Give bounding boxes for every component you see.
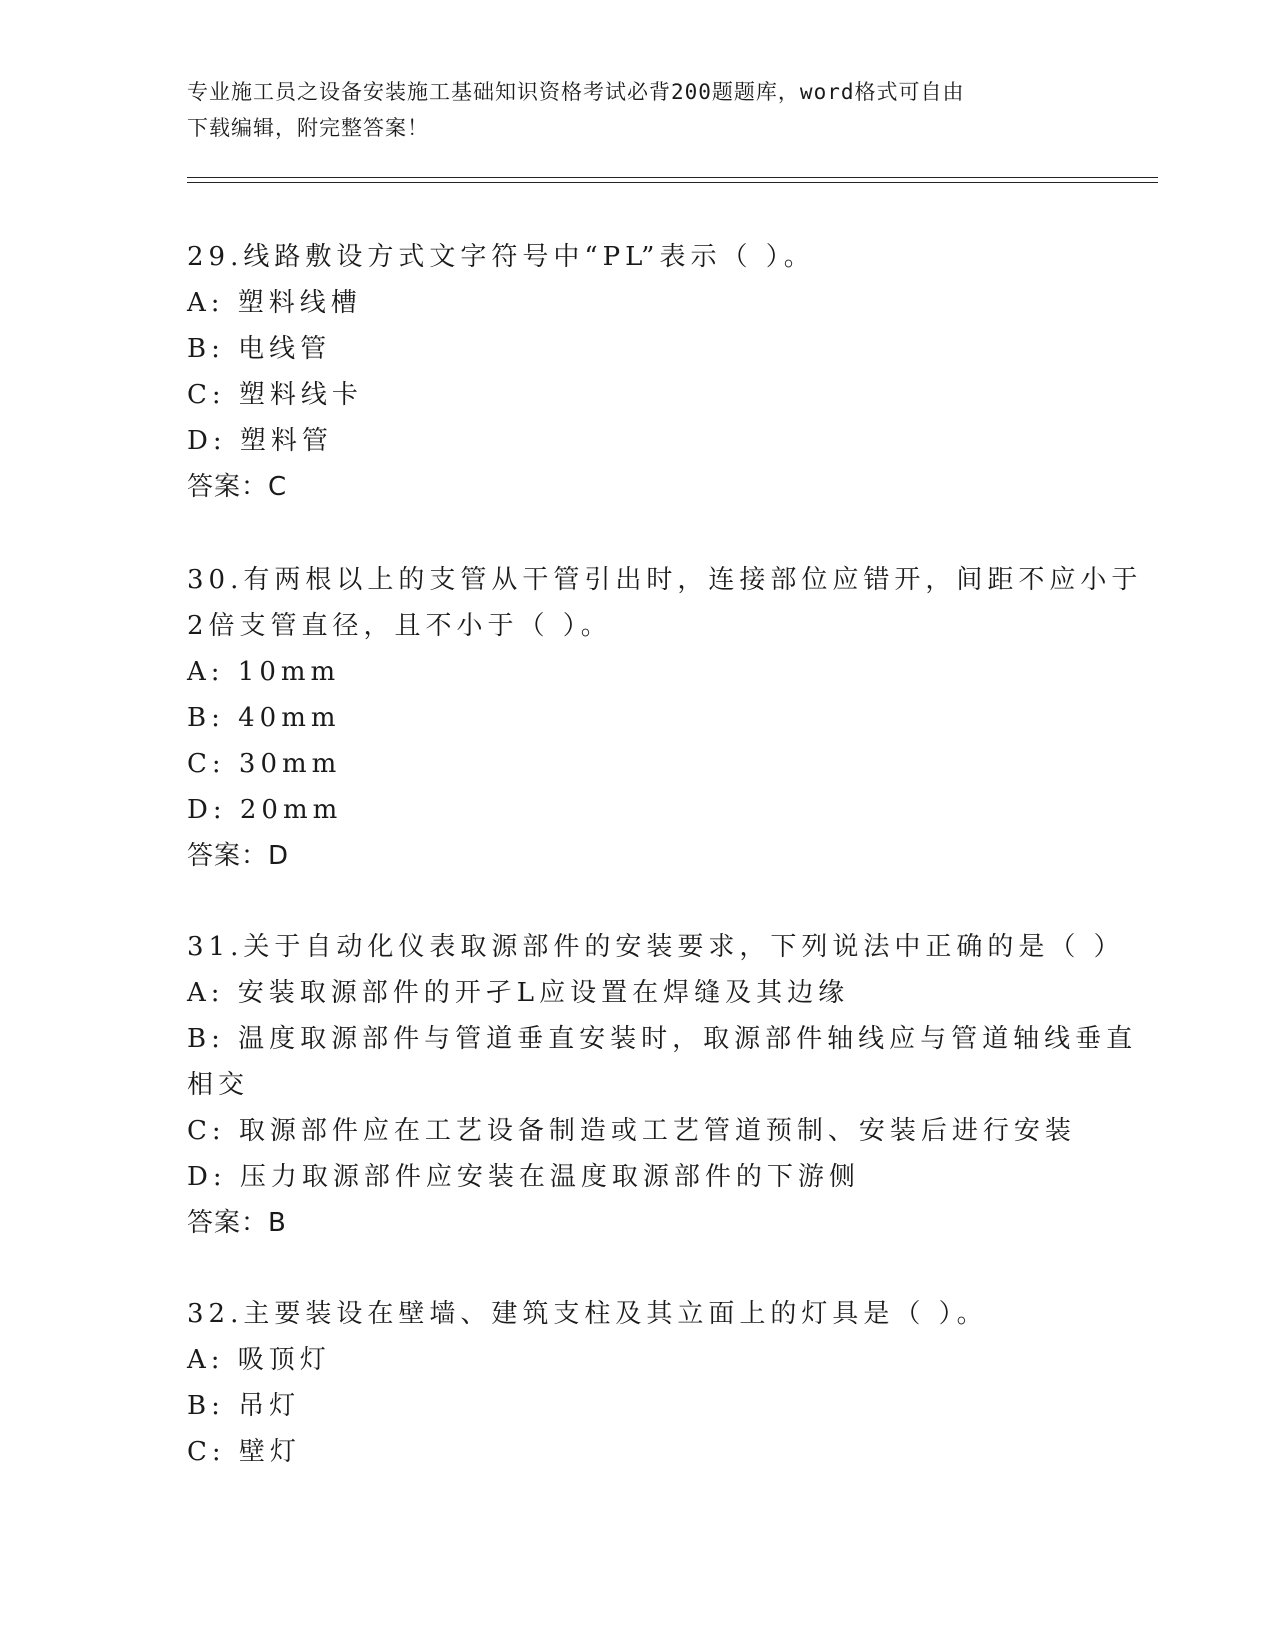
header-divider-top — [187, 177, 1158, 178]
option-c: C: 取源部件应在工艺设备制造或工艺管道预制、安装后进行安装 — [187, 1116, 1076, 1146]
document-header — [187, 74, 1087, 146]
question-stem: 32.主要装设在壁墙、建筑支柱及其立面上的灯具是（ ）。 — [187, 1299, 988, 1329]
option-d: D: 塑料管 — [187, 426, 333, 456]
option-a: A: 10mm — [187, 657, 341, 687]
option-b-continued: 相交 — [187, 1070, 250, 1100]
option-d: D: 压力取源部件应安装在温度取源部件的下游侧 — [187, 1162, 860, 1192]
answer: 答案：C — [187, 472, 288, 502]
answer: 答案：D — [187, 841, 290, 871]
option-a: A: 安装取源部件的开孑L应设置在焊缝及其边缘 — [187, 978, 850, 1008]
option-b: B: 吊灯 — [187, 1391, 301, 1421]
answer: 答案：B — [187, 1208, 287, 1238]
question-31 — [187, 924, 1138, 1246]
option-d: D: 20mm — [187, 795, 343, 825]
option-a: A: 塑料线槽 — [187, 288, 362, 318]
option-a: A: 吸顶灯 — [187, 1345, 331, 1375]
option-b: B: 40mm — [187, 703, 341, 733]
question-32 — [187, 1291, 1087, 1475]
option-b: B: 温度取源部件与管道垂直安装时，取源部件轴线应与管道轴线垂直 — [187, 1024, 1138, 1054]
option-c: C: 壁灯 — [187, 1437, 301, 1467]
header-line-1: 专业施工员之设备安装施工基础知识资格考试必背200题题库，word格式可自由 — [187, 80, 965, 104]
option-b: B: 电线管 — [187, 334, 332, 364]
question-stem: 29.线路敷设方式文字符号中“PL”表示（ ）。 — [187, 242, 815, 272]
header-divider-bottom — [187, 182, 1158, 183]
question-29 — [187, 234, 1087, 510]
option-c: C: 塑料线卡 — [187, 380, 363, 410]
option-c: C: 30mm — [187, 749, 342, 779]
header-line-2: 下载编辑，附完整答案！ — [187, 116, 429, 140]
question-30 — [187, 557, 1143, 879]
question-stem: 30.有两根以上的支管从干管引出时，连接部位应错开，间距不应小于 — [187, 565, 1143, 595]
question-stem-continued: 2倍支管直径，且不小于（ ）。 — [187, 611, 612, 641]
question-stem: 31.关于自动化仪表取源部件的安装要求，下列说法中正确的是（ ） — [187, 932, 1125, 962]
